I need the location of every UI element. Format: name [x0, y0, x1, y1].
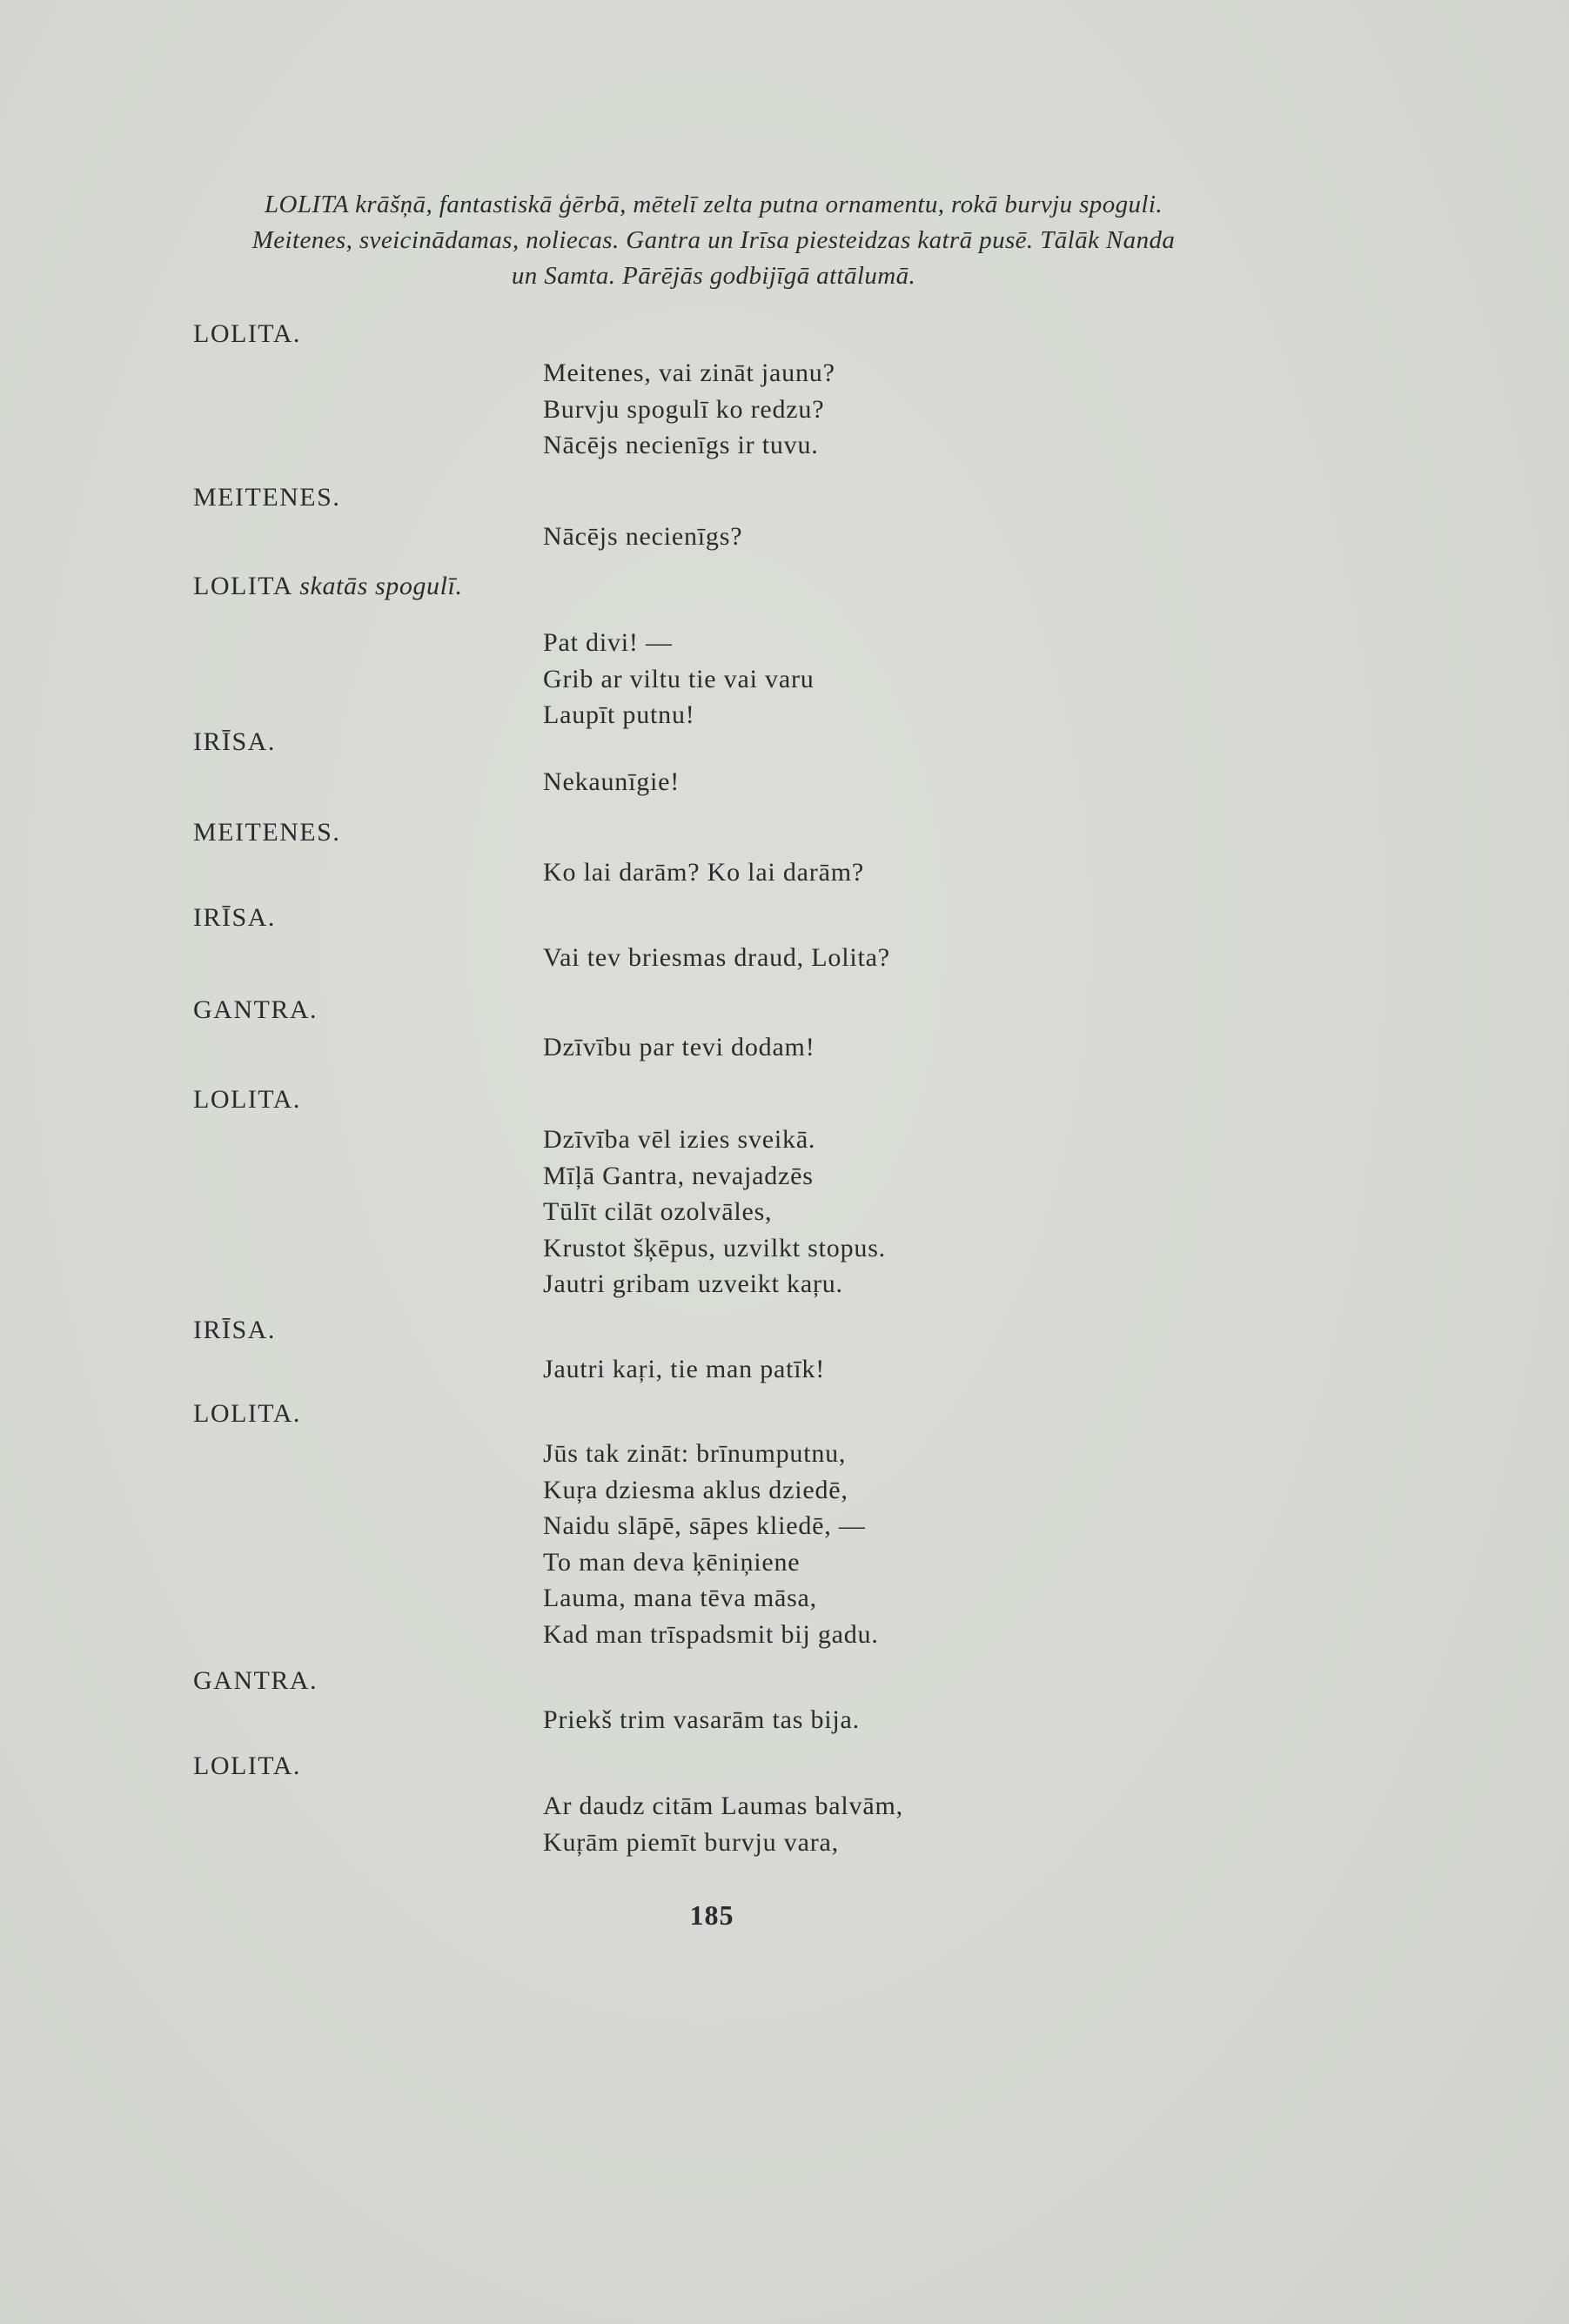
dialogue-lines	[543, 940, 890, 976]
dialogue-lines	[543, 1122, 886, 1303]
speaker-name	[193, 818, 340, 847]
dialogue-lines	[543, 519, 742, 555]
speaker-label: LOLITA	[193, 572, 292, 600]
verse-line: Krustot šķēpus, uzvilkt stopus.	[543, 1233, 886, 1262]
verse-line: Kuŗa dziesma aklus dziedē,	[543, 1475, 848, 1504]
verse-line: Priekš trim vasarām tas bija.	[543, 1705, 860, 1734]
speaker-label: LOLITA.	[193, 1085, 301, 1114]
verse-line: Vai tev briesmas draud, Lolita?	[543, 943, 890, 972]
verse-line: Ko lai darām? Ko lai darām?	[543, 858, 864, 887]
speaker-name	[193, 1666, 318, 1696]
verse-line: Nācējs necienīgs ir tuvu.	[543, 431, 819, 459]
speaker-label: LOLITA.	[193, 1399, 301, 1428]
stage-direction-line: un Samta. Pārējās godbijīgā attālumā.	[511, 262, 916, 290]
speaker-label: IRĪSA.	[193, 1316, 276, 1344]
verse-line: Nekaunīgie!	[543, 767, 681, 796]
speaker-name	[193, 483, 340, 512]
verse-line: Tūlīt cilāt ozolvāles,	[543, 1197, 773, 1226]
page-number: 185	[689, 1899, 734, 1931]
dialogue-lines	[543, 764, 680, 800]
verse-line: Kuŗām piemīt burvju vara,	[543, 1827, 839, 1857]
speaker-name	[193, 995, 318, 1025]
speaker-name	[193, 1399, 301, 1429]
dialogue-lines	[543, 355, 835, 464]
verse-line: Lauma, mana tēva māsa,	[543, 1584, 817, 1612]
verse-line: Nācējs necienīgs?	[543, 522, 743, 551]
speaker-name	[193, 1316, 276, 1345]
speaker-label: MEITENES.	[193, 818, 341, 847]
dialogue-lines	[543, 1351, 825, 1388]
speaker-name	[193, 572, 463, 601]
speaker-label: GANTRA.	[193, 1666, 318, 1695]
speaker-label: GANTRA.	[193, 995, 318, 1024]
dialogue-lines	[543, 1702, 860, 1738]
verse-line: Laupīt putnu!	[543, 700, 695, 729]
verse-line: Kad man trīspadsmit bij gadu.	[543, 1619, 879, 1649]
verse-line: Dzīvību par tevi dodam!	[543, 1033, 815, 1062]
verse-line: To man deva ķēniņiene	[543, 1547, 801, 1577]
verse-line: Mīļā Gantra, nevajadzēs	[543, 1161, 814, 1190]
verse-line: Naidu slāpē, sāpes kliedē, —	[543, 1511, 866, 1540]
speaker-label: LOLITA.	[193, 319, 301, 348]
speaker-label: IRĪSA.	[193, 727, 276, 756]
speaker-label: LOLITA.	[193, 1751, 301, 1780]
dialogue-lines	[543, 1436, 879, 1652]
dialogue-lines	[543, 1029, 815, 1066]
speaker-stage-note: skatās spogulī.	[299, 572, 463, 600]
verse-line: Ar daudz citām Laumas balvām,	[543, 1792, 903, 1820]
speaker-label: IRĪSA.	[193, 903, 276, 932]
speaker-name	[193, 1085, 301, 1115]
verse-line: Dzīvība vēl izies sveikā.	[543, 1125, 816, 1154]
dialogue-lines	[543, 625, 815, 733]
speaker-name	[193, 727, 276, 757]
verse-line: Jūs tak zināt: brīnumputnu,	[543, 1439, 847, 1468]
verse-line: Grib ar viltu tie vai varu	[543, 664, 815, 693]
verse-line: Jautri gribam uzveikt kaŗu.	[543, 1269, 843, 1298]
speaker-name	[193, 1751, 301, 1781]
speaker-name	[193, 903, 276, 933]
dialogue-lines	[543, 854, 864, 891]
verse-line: Meitenes, vai zināt jaunu?	[543, 358, 835, 387]
dialogue-lines	[543, 1788, 903, 1860]
stage-direction-line: LOLITA krāšņā, fantastiskā ģērbā, mētelī zelta putna ornamentu, rokā burvju spoguli.	[265, 191, 1163, 218]
verse-line: Pat divi! —	[543, 628, 673, 657]
verse-line: Jautri kaŗi, tie man patīk!	[543, 1355, 826, 1383]
stage-direction-line: Meitenes, sveicinādamas, noliecas. Gantra un Irīsa piesteidzas katrā pusē. Tālāk Nanda	[251, 226, 1176, 254]
verse-line: Burvju spogulī ko redzu?	[543, 394, 825, 424]
speaker-label: MEITENES.	[193, 483, 341, 512]
speaker-name	[193, 319, 301, 349]
